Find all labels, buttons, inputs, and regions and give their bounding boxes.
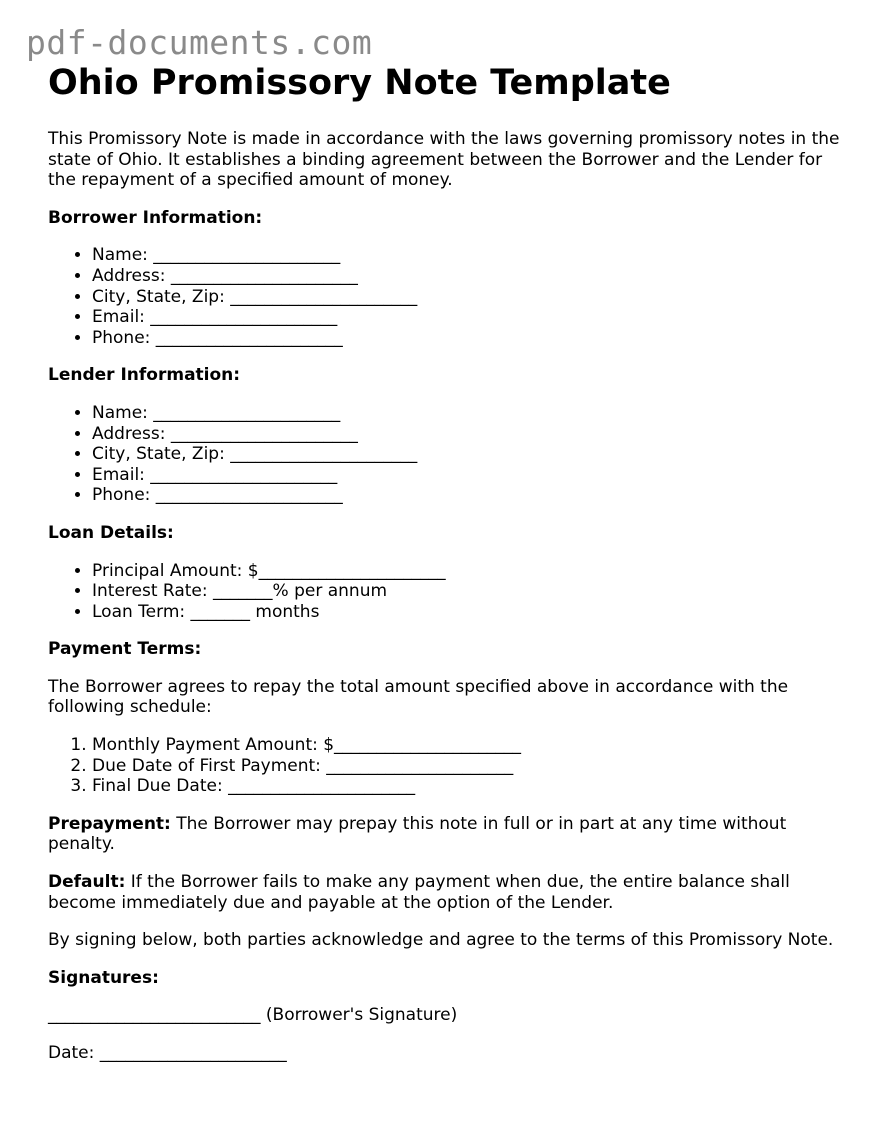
default-label: Default: xyxy=(48,872,126,893)
acknowledgment-paragraph: By signing below, both parties acknowledge and agree to the terms of this Promissory Note. xyxy=(48,930,834,951)
lender-city-state-zip-field: • City, State, Zip: ______________________ xyxy=(92,444,848,465)
borrower-fields xyxy=(48,245,848,348)
prepayment-text: The Borrower may prepay this note in full or in part at any time without penalty. xyxy=(48,813,787,855)
signatures-heading: Signatures: xyxy=(48,967,159,988)
monthly-payment-field: 1. Monthly Payment Amount: $______________________ xyxy=(92,735,848,756)
page-title: Ohio Promissory Note Template xyxy=(48,63,671,103)
loan-details-heading: Loan Details: xyxy=(48,522,174,543)
lender-fields xyxy=(48,403,848,506)
loan-term-field: • Loan Term: _______ months xyxy=(92,602,848,623)
lender-phone-field: • Phone: ______________________ xyxy=(92,485,848,506)
signature-date-line: Date: ______________________ xyxy=(48,1043,287,1063)
lender-email-field: • Email: ______________________ xyxy=(92,465,848,486)
borrower-city-state-zip-field: • City, State, Zip: ______________________ xyxy=(92,287,848,308)
borrower-phone-field: • Phone: ______________________ xyxy=(92,328,848,349)
borrower-name-field: • Name: ______________________ xyxy=(92,245,848,266)
lender-heading: Lender Information: xyxy=(48,365,241,386)
first-payment-date-field: 2. Due Date of First Payment: ______________________ xyxy=(92,756,848,777)
borrower-signature-line: _________________________ (Borrower's Signature) xyxy=(48,1005,458,1026)
default-text: If the Borrower fails to make any payment when due, the entire balance shall become immediately due and payable at the option of the Lender. xyxy=(48,872,790,913)
document-body xyxy=(48,62,848,1081)
payment-schedule xyxy=(48,735,848,797)
lender-name-field: • Name: ______________________ xyxy=(92,403,848,424)
default-clause xyxy=(48,872,848,913)
loan-details-fields xyxy=(48,561,848,623)
prepayment-clause xyxy=(48,814,848,855)
payment-terms-heading: Payment Terms: xyxy=(48,639,202,660)
intro-paragraph: This Promissory Note is made in accordance with the laws governing promissory notes in the state of Ohio. It establishes a binding agreement between the Borrower and the Lender for the repayment of a specified amount of money. xyxy=(48,129,840,191)
lender-address-field: • Address: ______________________ xyxy=(92,424,848,445)
payment-terms-paragraph: The Borrower agrees to repay the total amount specified above in accordance with the following schedule: xyxy=(48,676,789,718)
prepayment-label: Prepayment: xyxy=(48,813,171,834)
interest-rate-field: • Interest Rate: _______% per annum xyxy=(92,581,848,602)
principal-amount-field: • Principal Amount: $______________________ xyxy=(92,561,848,582)
borrower-email-field: • Email: ______________________ xyxy=(92,307,848,328)
final-due-date-field: 3. Final Due Date: ______________________ xyxy=(92,776,848,797)
borrower-heading: Borrower Information: xyxy=(48,207,263,228)
watermark: pdf-documents.com xyxy=(26,23,373,62)
borrower-address-field: • Address: ______________________ xyxy=(92,266,848,287)
